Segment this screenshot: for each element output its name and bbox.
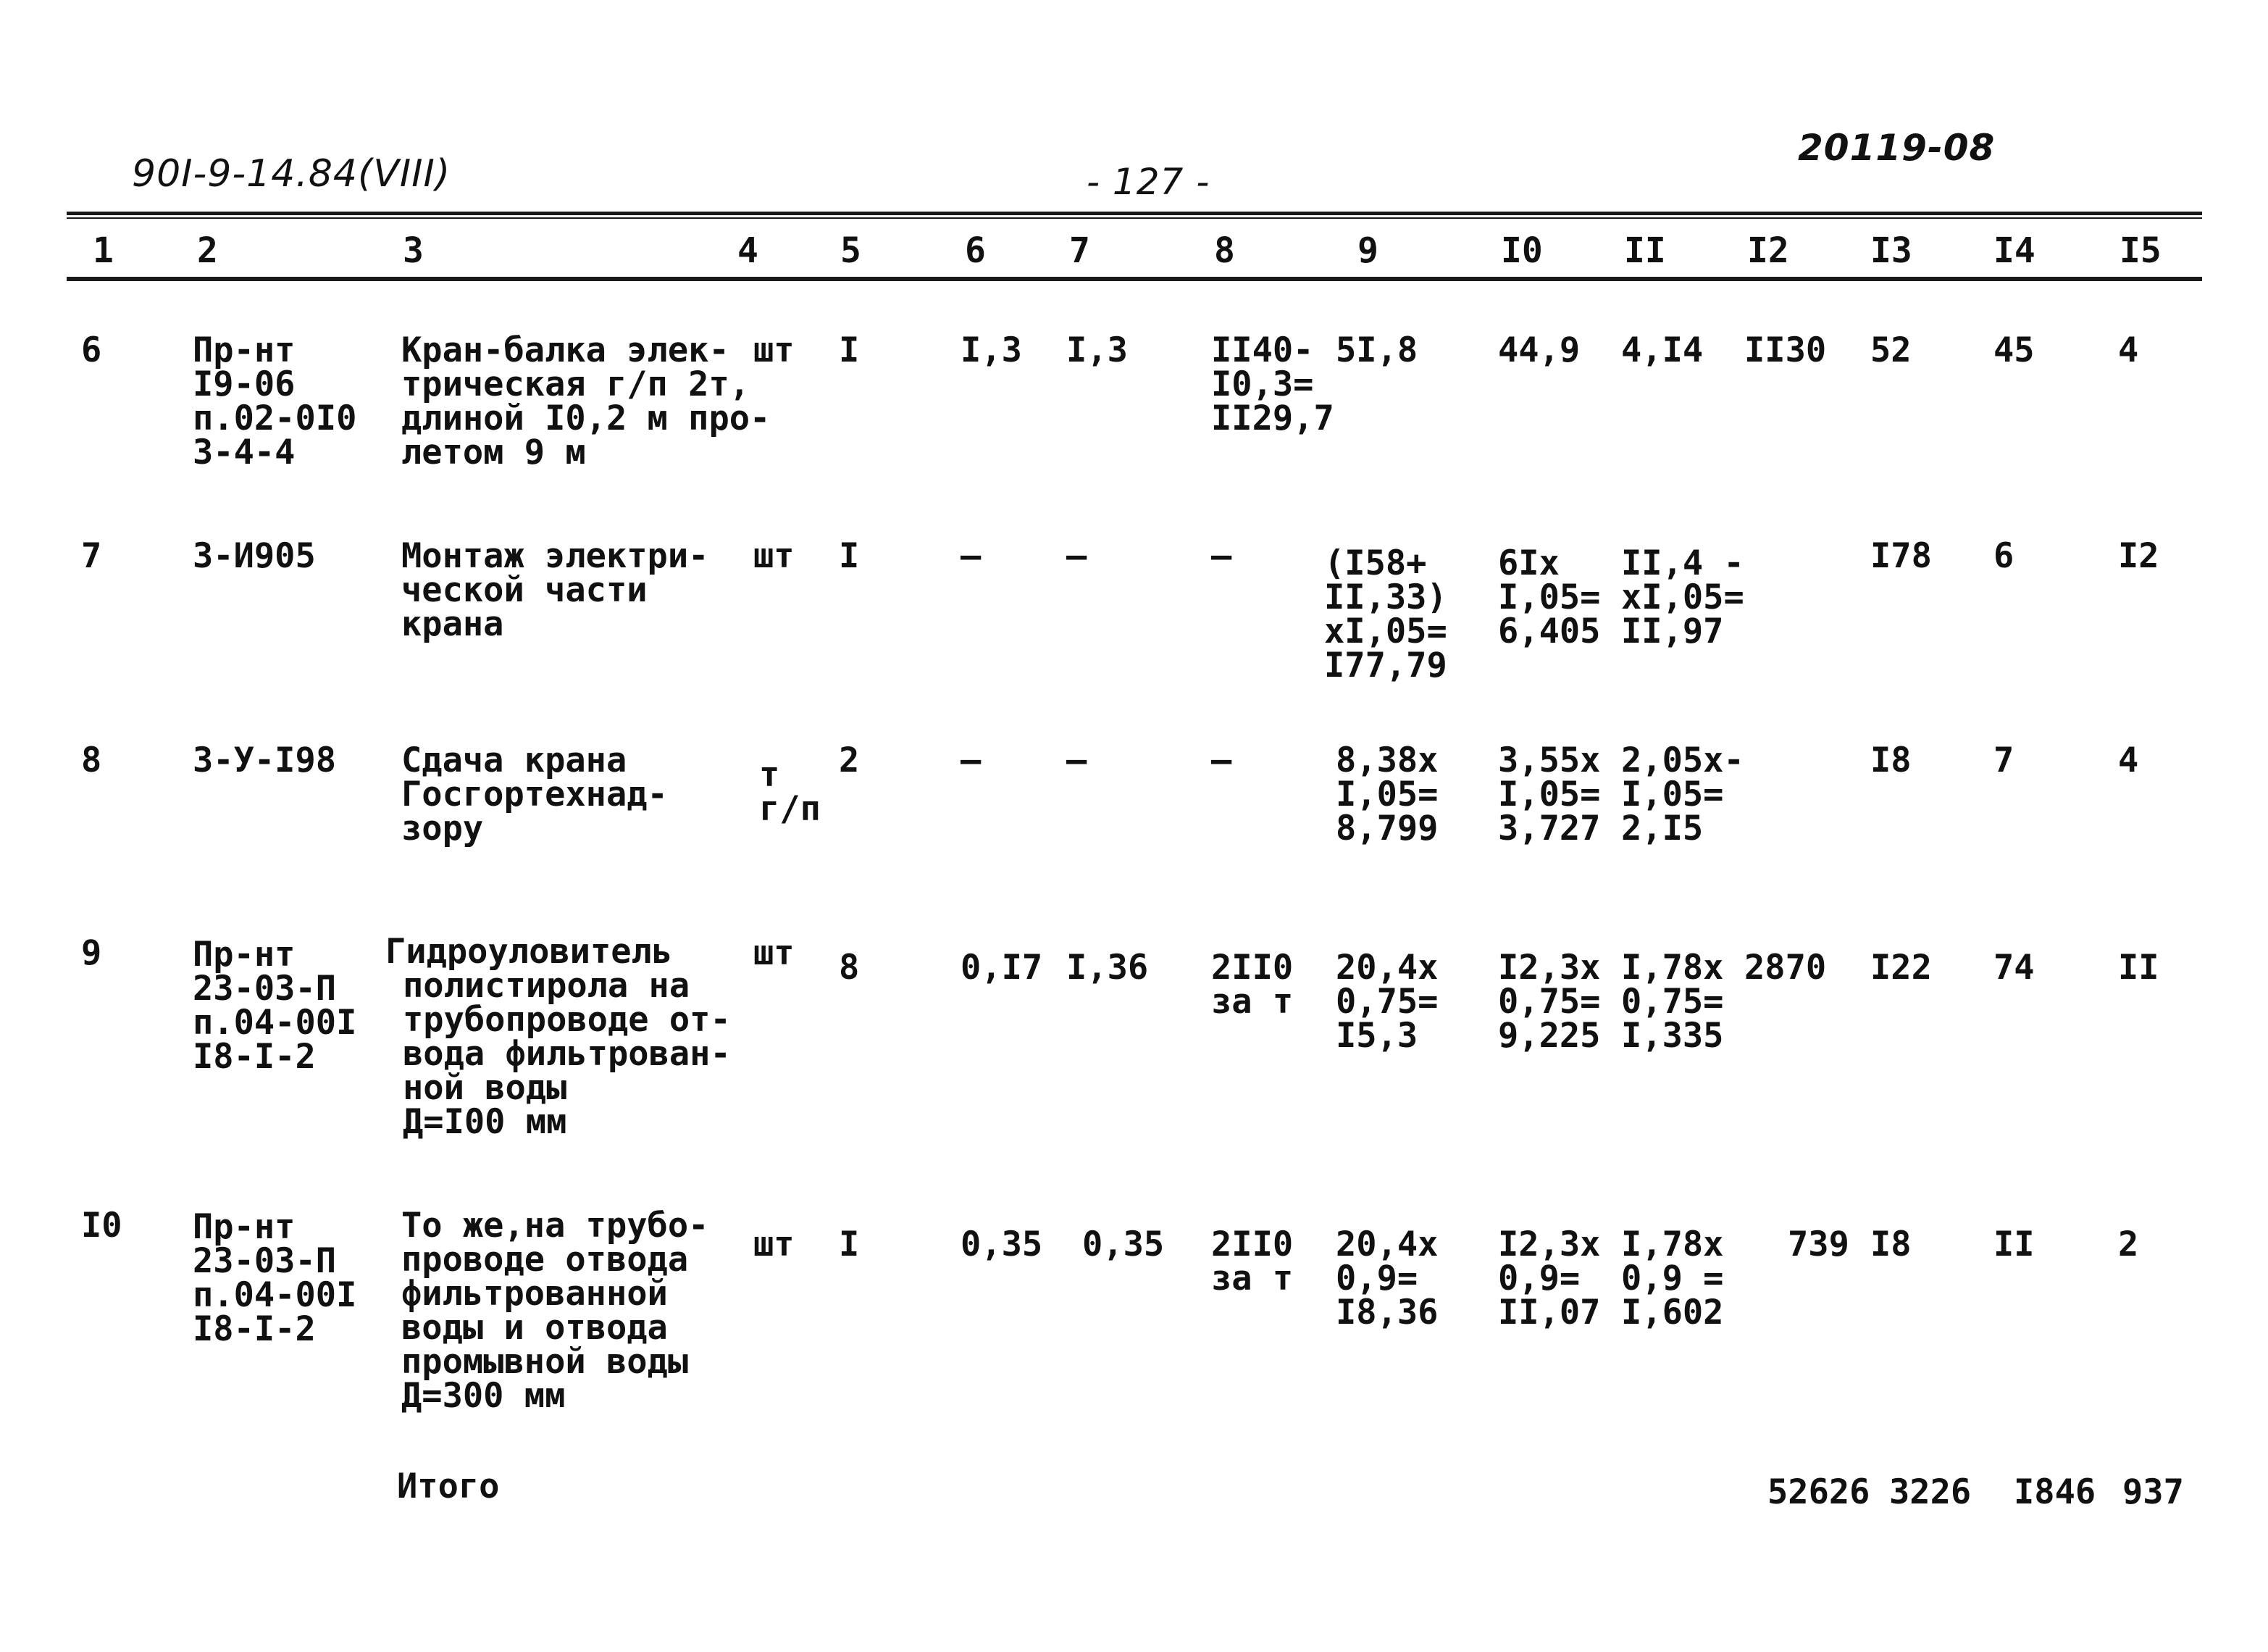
cell-line: крана <box>401 604 504 644</box>
cell-col-15: 2 <box>2118 1225 2139 1264</box>
cell-line: т <box>759 755 780 795</box>
cell-line: Госгортехнад- <box>401 775 668 814</box>
cell-col-9 <box>1336 948 1439 1056</box>
top-double-rule <box>67 212 2202 215</box>
cell-line: 20,4x <box>1336 948 1439 988</box>
cell-line: 6,405 <box>1498 612 1601 651</box>
cell-line: I77,79 <box>1324 646 1447 685</box>
cell-col-11 <box>1621 743 1744 846</box>
cell-line: I2,3x <box>1498 1225 1601 1264</box>
cell-line: г/п <box>759 789 821 829</box>
cell-line: фильтрованной <box>401 1274 668 1314</box>
col-header-15: I5 <box>2120 230 2162 271</box>
cell-line: То же,на трубо- <box>401 1206 709 1246</box>
cell-col-12: 739 <box>1788 1225 1849 1264</box>
cell-col-5: 8 <box>839 948 860 988</box>
cell-line: 44,9 <box>1498 330 1581 370</box>
cell-line: 20,4x <box>1336 1225 1439 1264</box>
cell-col-4 <box>753 330 795 370</box>
col-header-4: 4 <box>737 230 758 271</box>
cell-line: II,07 <box>1498 1293 1601 1332</box>
cell-line: I,602 <box>1621 1293 1724 1332</box>
cell-line: 8,799 <box>1336 809 1439 848</box>
cell-col-15: 4 <box>2118 741 2139 780</box>
cell-line: шт <box>753 536 795 576</box>
cell-col-4 <box>759 755 821 829</box>
top-double-rule-2 <box>67 217 2202 219</box>
cell-col-11 <box>1621 543 1744 651</box>
cell-line: ческой части <box>401 570 648 610</box>
cell-line: 9,225 <box>1498 1016 1601 1056</box>
cell-line: II40- <box>1211 330 1314 370</box>
cell-col-8 <box>1211 330 1334 438</box>
cell-line: II29,7 <box>1211 399 1334 438</box>
cell-line: 3,55x <box>1498 741 1601 780</box>
cell-line: Кран-балка элек- <box>401 330 729 370</box>
cell-line: I,78x <box>1621 1225 1724 1264</box>
cell-line: I5,3 <box>1336 1016 1418 1056</box>
cell-col-15: I2 <box>2118 536 2159 576</box>
cell-line: – <box>1211 536 1232 576</box>
cell-col-1: I0 <box>81 1206 122 1246</box>
cell-col-4 <box>753 536 795 576</box>
cell-line: 4,I4 <box>1621 330 1704 370</box>
cell-col-10 <box>1498 543 1601 651</box>
cell-col-8 <box>1211 536 1232 576</box>
cell-line: Пр-нт <box>193 1207 296 1247</box>
cell-col-6: – <box>961 741 982 780</box>
cell-line: I0,3= <box>1211 364 1314 404</box>
cell-col-5: I <box>839 536 860 576</box>
cell-line: ной воды <box>403 1068 567 1108</box>
cell-line: за т <box>1211 982 1294 1022</box>
page-number: - 127 - <box>1087 161 1210 203</box>
cell-line: I,05= <box>1498 577 1601 617</box>
cell-col-11 <box>1621 330 1704 370</box>
cell-col-12: II30 <box>1744 330 1827 370</box>
cell-col-9 <box>1336 743 1438 846</box>
cell-line: II,4 - <box>1621 543 1744 583</box>
cell-line: Монтаж электри- <box>401 536 709 576</box>
cell-line: 0,75= <box>1336 982 1439 1022</box>
cell-line: I8-I-2 <box>193 1309 316 1349</box>
cell-line: 3,727 <box>1498 809 1601 848</box>
cell-col-8 <box>1211 948 1294 1022</box>
col-header-1: 1 <box>93 230 114 271</box>
cell-col-1: 6 <box>81 330 102 370</box>
cell-line: вода фильтрован- <box>403 1034 731 1074</box>
cell-col-10 <box>1498 1227 1600 1330</box>
cell-line: 3-4-4 <box>193 433 296 472</box>
cell-col-5: I <box>839 330 860 370</box>
cell-line: xI,05= <box>1324 612 1447 651</box>
cell-line: Пр-нт <box>193 935 296 975</box>
cell-col-5: I <box>839 1225 860 1264</box>
cell-col-13: I22 <box>1870 948 1932 988</box>
cell-line: 3-У-I98 <box>193 741 337 780</box>
cell-line: I,78x <box>1621 948 1724 988</box>
cell-col-14: 45 <box>1993 330 2035 370</box>
cell-col-14: 7 <box>1993 741 2014 780</box>
handwritten-stamp: 20119-08 <box>1798 127 1996 169</box>
cell-line: промывной воды <box>401 1342 689 1382</box>
cell-line: шт <box>753 330 795 370</box>
cell-col-15: II <box>2118 948 2159 988</box>
cell-line: I,05= <box>1621 775 1724 814</box>
cell-col-1: 7 <box>81 536 102 576</box>
cell-line: за т <box>1211 1259 1294 1298</box>
cell-line: I8-I-2 <box>193 1037 316 1077</box>
cell-line: I2,3x <box>1498 948 1601 988</box>
cell-col-14: II <box>1993 1225 2035 1264</box>
cell-col-7: – <box>1066 536 1087 576</box>
cell-col-9 <box>1336 1227 1438 1330</box>
cell-line: (I58+ <box>1324 543 1427 583</box>
cell-line: трубопроводе от- <box>403 1000 731 1040</box>
header-bottom-rule <box>67 277 2202 281</box>
cell-col-13: I8 <box>1870 741 1912 780</box>
cell-line: длиной I0,2 м про- <box>401 399 771 438</box>
total-col-12: 52626 <box>1767 1472 1870 1512</box>
cell-line: Д=300 мм <box>401 1376 566 1416</box>
cell-col-8 <box>1211 741 1232 780</box>
cell-line: I8,36 <box>1336 1293 1439 1332</box>
col-header-8: 8 <box>1214 230 1235 271</box>
cell-line: 2II0 <box>1211 948 1294 988</box>
cell-line: 3-И905 <box>193 536 316 576</box>
cell-line: 2II0 <box>1211 1225 1294 1264</box>
cell-col-1: 9 <box>81 933 102 973</box>
col-header-13: I3 <box>1870 230 1912 271</box>
cell-col-13: I78 <box>1870 536 1932 576</box>
col-header-2: 2 <box>197 230 218 271</box>
cell-col-2 <box>193 330 357 472</box>
cell-col-4 <box>753 1225 795 1264</box>
cell-col-9 <box>1324 543 1447 685</box>
cell-line: xI,05= <box>1621 577 1744 617</box>
cell-col-11 <box>1621 948 1724 1056</box>
cell-col-12: 2870 <box>1744 948 1827 988</box>
cell-col-8 <box>1211 1227 1293 1296</box>
cell-line: летом 9 м <box>401 433 586 472</box>
cell-col-3 <box>401 743 668 846</box>
cell-line: Д=I00 мм <box>403 1102 567 1142</box>
total-label: Итого <box>397 1467 500 1506</box>
cell-col-10 <box>1498 330 1581 370</box>
cell-col-7: – <box>1066 741 1087 780</box>
total-col-14: I846 <box>2014 1472 2096 1512</box>
cell-line: 23-03-П <box>193 1241 337 1281</box>
col-header-3: 3 <box>403 230 424 271</box>
cell-col-7: I,36 <box>1066 948 1149 988</box>
cell-line: 0,9= <box>1498 1259 1581 1298</box>
cell-line: 8,38x <box>1336 741 1439 780</box>
cell-line: трическая г/п 2т, <box>401 364 750 404</box>
cell-line: шт <box>753 1225 795 1264</box>
cell-col-5: 2 <box>839 741 860 780</box>
cell-line: I,05= <box>1336 775 1439 814</box>
col-header-7: 7 <box>1069 230 1090 271</box>
cell-col-14: 6 <box>1993 536 2014 576</box>
cell-line: 2,I5 <box>1621 809 1704 848</box>
document-code: 90I-9-14.84(VIII) <box>132 152 451 196</box>
cell-line: воды и отвода <box>401 1308 668 1348</box>
cell-col-3 <box>385 932 731 1142</box>
col-header-10: I0 <box>1501 230 1543 271</box>
cell-line: п.04-00I <box>193 1003 357 1043</box>
cell-col-3 <box>401 330 771 472</box>
cell-col-2 <box>193 741 337 780</box>
cell-line: зору <box>401 809 484 848</box>
cell-col-4 <box>753 933 795 973</box>
cell-col-10 <box>1498 948 1601 1056</box>
cell-col-9 <box>1336 330 1418 370</box>
cell-line: п.02-0I0 <box>193 399 357 438</box>
cell-col-6: – <box>961 536 982 576</box>
cell-line: 23-03-П <box>193 969 337 1009</box>
col-header-9: 9 <box>1357 230 1378 271</box>
cell-line: 0,75= <box>1621 982 1724 1022</box>
cell-col-14: 74 <box>1993 948 2035 988</box>
cell-col-15: 4 <box>2118 330 2139 370</box>
cell-line: Гидроуловитель <box>385 932 673 972</box>
col-header-5: 5 <box>840 230 861 271</box>
cell-line: II,97 <box>1621 612 1724 651</box>
cell-col-2 <box>193 1207 357 1349</box>
cell-line: I9-06 <box>193 364 296 404</box>
cell-line: 5I,8 <box>1336 330 1418 370</box>
cell-line: проводе отвода <box>401 1240 689 1280</box>
total-col-13: 3226 <box>1889 1472 1972 1512</box>
cell-line: I,335 <box>1621 1016 1724 1056</box>
cell-col-2 <box>193 935 357 1077</box>
cell-col-3 <box>401 1206 709 1416</box>
cell-col-13: I8 <box>1870 1225 1912 1264</box>
col-header-11: II <box>1624 230 1666 271</box>
cell-line: 0,9 = <box>1621 1259 1724 1298</box>
cell-col-13: 52 <box>1870 330 1912 370</box>
cell-line: 0,9= <box>1336 1259 1418 1298</box>
cell-col-6: I,3 <box>961 330 1022 370</box>
cell-col-10 <box>1498 743 1600 846</box>
cell-line: – <box>1211 741 1232 780</box>
cell-line: 6Ix <box>1498 543 1560 583</box>
cell-line: Пр-нт <box>193 330 296 370</box>
cell-line: I,05= <box>1498 775 1601 814</box>
cell-line: II,33) <box>1324 577 1447 617</box>
cell-col-7: I,3 <box>1066 330 1128 370</box>
cell-line: Сдача крана <box>401 741 627 780</box>
cell-col-7: 0,35 <box>1082 1225 1165 1264</box>
cell-col-11 <box>1621 1227 1723 1330</box>
cell-col-2 <box>193 536 316 576</box>
cell-line: 0,75= <box>1498 982 1601 1022</box>
cell-col-3 <box>401 536 709 644</box>
cell-line: 2,05x- <box>1621 741 1744 780</box>
cell-line: п.04-00I <box>193 1275 357 1315</box>
cell-line: шт <box>753 933 795 973</box>
cell-col-1: 8 <box>81 741 102 780</box>
cell-line: полистирола на <box>403 966 690 1006</box>
cell-col-6: 0,I7 <box>961 948 1043 988</box>
col-header-6: 6 <box>965 230 986 271</box>
col-header-12: I2 <box>1747 230 1789 271</box>
col-header-14: I4 <box>1993 230 2035 271</box>
cell-col-6: 0,35 <box>961 1225 1043 1264</box>
total-col-15: 937 <box>2122 1472 2184 1512</box>
